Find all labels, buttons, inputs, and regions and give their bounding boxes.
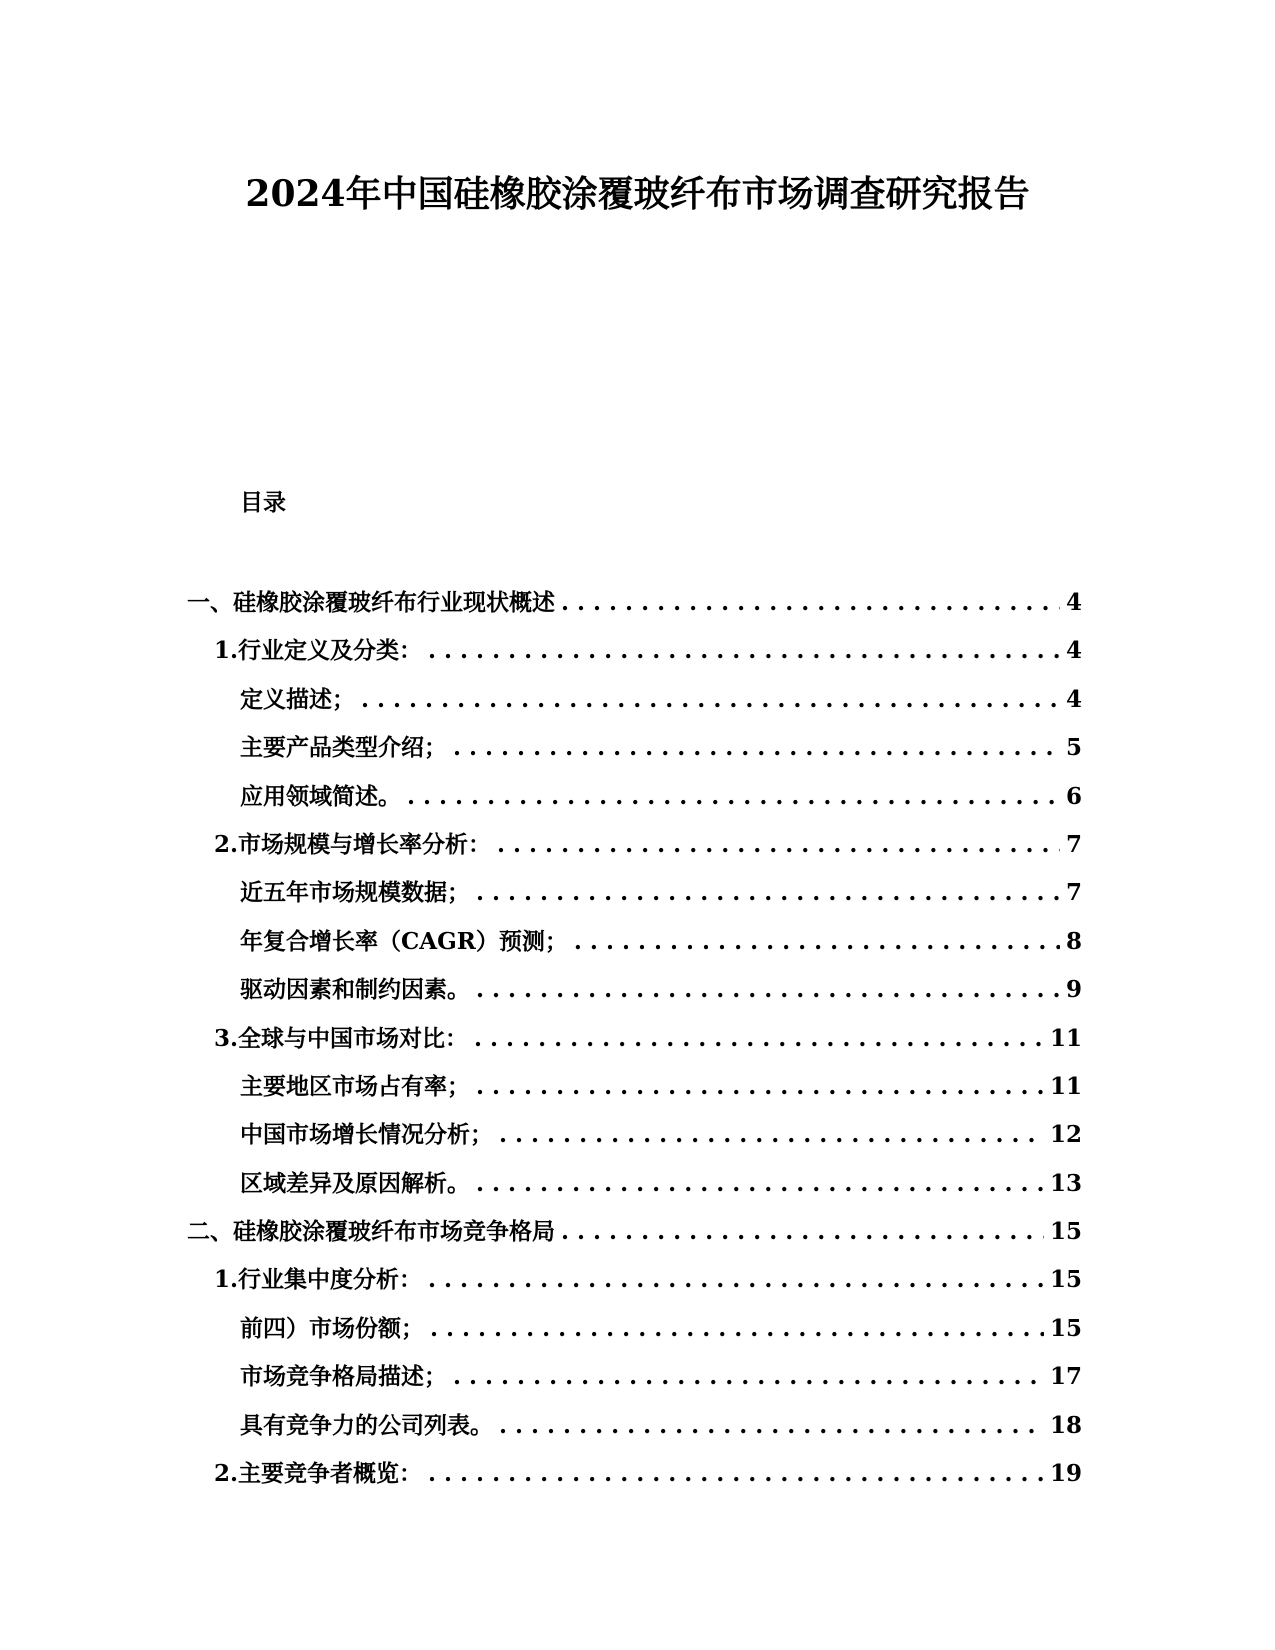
toc-entry-title: 一、硅橡胶涂覆玻纤布行业现状概述 — [187, 589, 555, 616]
toc-entry[interactable] — [187, 584, 1082, 632]
page-title: 2024年中国硅橡胶涂覆玻纤布市场调查研究报告 — [245, 173, 1030, 216]
toc-entry[interactable] — [187, 1261, 1082, 1309]
toc-entry-number: 1. — [214, 1266, 239, 1294]
toc-entry-title: 前四）市场份额； — [240, 1314, 424, 1342]
toc-entry[interactable] — [187, 923, 1082, 971]
toc-dot-leader — [430, 1315, 1044, 1342]
table-of-contents — [187, 584, 1082, 1503]
toc-entry-title: 驱动因素和制约因素。 — [240, 976, 470, 1004]
toc-entry-title: 主要产品类型介绍； — [240, 734, 447, 762]
toc-page-number: 12 — [1049, 1121, 1082, 1149]
toc-dot-leader — [453, 734, 1060, 761]
toc-dot-leader — [361, 686, 1060, 713]
toc-page-number: 4 — [1065, 637, 1082, 665]
toc-dot-leader — [453, 1363, 1044, 1390]
toc-page-number: 18 — [1049, 1411, 1082, 1439]
toc-dot-leader — [497, 831, 1060, 858]
toc-entry-number: 1. — [214, 637, 239, 665]
toc-page-number: 15 — [1049, 1218, 1082, 1246]
toc-entry-number: 2. — [214, 1460, 239, 1488]
toc-entry-title: 市场竞争格局描述； — [240, 1363, 447, 1391]
toc-entry[interactable] — [187, 971, 1082, 1019]
toc-page-number: 11 — [1049, 1072, 1082, 1100]
toc-entry-title: 具有竞争力的公司列表。 — [240, 1411, 493, 1439]
toc-dot-leader — [428, 637, 1060, 664]
toc-entry-number: 2. — [214, 830, 239, 858]
toc-entry[interactable] — [187, 632, 1082, 680]
toc-entry-number: 3. — [214, 1024, 239, 1052]
toc-entry-title: 中国市场增长情况分析； — [240, 1121, 493, 1149]
toc-entry[interactable] — [187, 1068, 1082, 1116]
toc-entry[interactable] — [187, 826, 1082, 874]
toc-entry-title: 主要地区市场占有率； — [240, 1072, 470, 1100]
toc-page-number: 15 — [1049, 1266, 1082, 1294]
toc-page-number: 5 — [1065, 734, 1082, 762]
toc-entry[interactable] — [187, 681, 1082, 729]
toc-entry-title: 行业集中度分析： — [238, 1266, 423, 1294]
toc-entry[interactable] — [187, 1020, 1082, 1068]
toc-entry[interactable] — [187, 1407, 1082, 1455]
toc-page-number: 11 — [1049, 1024, 1082, 1052]
toc-dot-leader — [407, 783, 1060, 810]
toc-entry-title: 二、硅橡胶涂覆玻纤布市场竞争格局 — [187, 1218, 555, 1246]
toc-page-number: 4 — [1065, 685, 1082, 713]
toc-entry[interactable] — [187, 729, 1082, 777]
toc-entry[interactable] — [187, 1116, 1082, 1164]
toc-page-number: 7 — [1065, 830, 1082, 858]
toc-entry-title: 应用领域简述。 — [240, 782, 401, 810]
toc-entry-title: 近五年市场规模数据； — [240, 879, 470, 907]
toc-dot-leader — [428, 1266, 1044, 1293]
toc-dot-leader — [561, 1218, 1044, 1245]
toc-entry-title: 定义描述； — [240, 685, 355, 713]
toc-entry[interactable] — [187, 1358, 1082, 1406]
toc-entry[interactable] — [187, 778, 1082, 826]
toc-entry-title: 行业定义及分类： — [238, 637, 423, 665]
toc-dot-leader — [499, 1121, 1044, 1148]
toc-dot-leader — [574, 928, 1060, 955]
toc-dot-leader — [499, 1412, 1044, 1439]
toc-entry-title: 区域差异及原因解析。 — [240, 1169, 470, 1197]
toc-page-number: 13 — [1049, 1169, 1082, 1197]
toc-dot-leader — [428, 1460, 1044, 1487]
toc-heading: 目录 — [240, 489, 286, 516]
toc-page-number: 4 — [1065, 589, 1082, 616]
toc-page-number: 6 — [1065, 782, 1082, 810]
toc-entry-title: 主要竞争者概览： — [238, 1460, 423, 1488]
toc-entry-title: 年复合增长率（CAGR）预测； — [240, 927, 568, 955]
toc-entry-title: 市场规模与增长率分析： — [238, 830, 492, 858]
toc-dot-leader — [476, 1073, 1044, 1100]
toc-page-number: 8 — [1065, 927, 1082, 955]
toc-entry[interactable] — [187, 874, 1082, 922]
toc-page-number: 7 — [1065, 879, 1082, 907]
toc-entry-title: 全球与中国市场对比： — [238, 1024, 469, 1052]
toc-entry[interactable] — [187, 1455, 1082, 1503]
toc-entry[interactable] — [187, 1165, 1082, 1213]
toc-dot-leader — [474, 1025, 1044, 1052]
toc-dot-leader — [476, 1170, 1044, 1197]
toc-page-number: 17 — [1049, 1363, 1082, 1391]
toc-page-number: 9 — [1065, 976, 1082, 1004]
toc-dot-leader — [476, 879, 1060, 906]
toc-dot-leader — [561, 589, 1060, 616]
toc-page-number: 15 — [1049, 1314, 1082, 1342]
toc-entry[interactable] — [187, 1213, 1082, 1261]
toc-page-number: 19 — [1049, 1460, 1082, 1488]
toc-dot-leader — [476, 976, 1060, 1003]
toc-entry[interactable] — [187, 1310, 1082, 1358]
